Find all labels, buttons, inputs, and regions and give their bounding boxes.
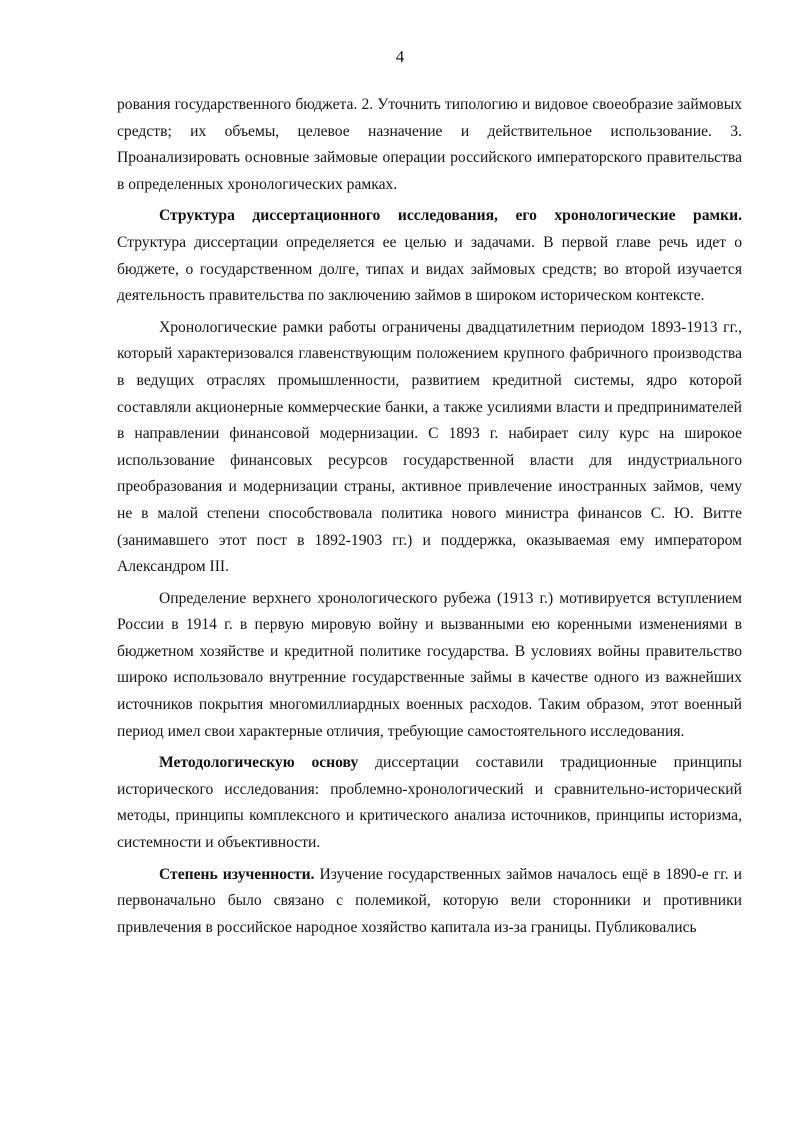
paragraph-text: Определение верхнего хронологического рубежа (1913 г.) мотивируется вступлением России в 1914 г. в первую мировую войну и вызванными ею коренными изменениями в бюджетном хозяйстве и кредитной политике государства. В условиях войны правительство широко использовало внутренние государственные займы в качестве одного из важнейших источников покрытия многомиллиардных военных расходов. Таким образом, этот военный период имел свои характерные отличия, требующие самостоятельного исследования. — [117, 589, 742, 740]
paragraph-chronology — [117, 315, 742, 581]
paragraph-heading-methodology: Методологическую основу — [159, 754, 359, 772]
paragraph-methodology — [117, 750, 742, 856]
paragraph-task-list-continuation — [117, 92, 742, 198]
body-text — [117, 92, 742, 941]
paragraph-text: Хронологические рамки работы ограничены двадцатилетним периодом 1893-1913 гг., который характеризовался главенствующим положением крупного фабричного производства в ведущих отраслях промышленности, развитием кредитной системы, ядро которой составляли акционерные коммерческие банки, а также усилиями власти и предпринимателей в направлении финансовой модернизации. С 1893 г. набирает силу курс на широкое использование финансовых ресурсов государственной власти для индустриального преобразования и модернизации страны, активное привлечение иностранных займов, чему не в малой степени способствовала политика нового министра финансов С. Ю. Витте (занимавшего этот пост в 1892-1903 гг.) и поддержка, оказываемая ему императором Александром III. — [117, 318, 742, 576]
paragraph-text: диссертации составили традиционные принципы исторического исследования: проблемно-хронологический и сравнительно-исторический методы, принципы комплексного и критического анализа источников, принципы историзма, системности и объективности. — [117, 754, 743, 852]
paragraph-text: Структура диссертации определяется ее целью и задачами. В первой главе речь идет о бюджете, о государственном долге, типах и видах займовых средств; во второй изучается деятельность правительства по заключению займов в широком историческом контексте. — [117, 233, 742, 305]
paragraph-text: Изучение государственных займов началось ещё в 1890-е гг. и первоначально было связано с полемикой, которую вели сторонники и противники привлечения в российское народное хозяйство капитала из-за границы. Публиковались — [117, 865, 742, 936]
paragraph-upper-boundary — [117, 586, 742, 746]
paragraph-heading-structure: Структура диссертационного исследования, его хронологические рамки. — [159, 207, 742, 225]
page-number: 4 — [395, 47, 405, 66]
paragraph-structure — [117, 203, 742, 309]
paragraph-heading-degree-of-study: Степень изученности. — [159, 865, 315, 883]
paragraph-degree-of-study — [117, 862, 742, 942]
paragraph-text: рования государственного бюджета. 2. Уточнить типологию и видовое своеобразие займовых средств; их объемы, целевое назначение и действительное использование. 3. Проанализировать основные займовые операции российского императорского правительства в определенных хронологических рамках. — [117, 96, 742, 193]
